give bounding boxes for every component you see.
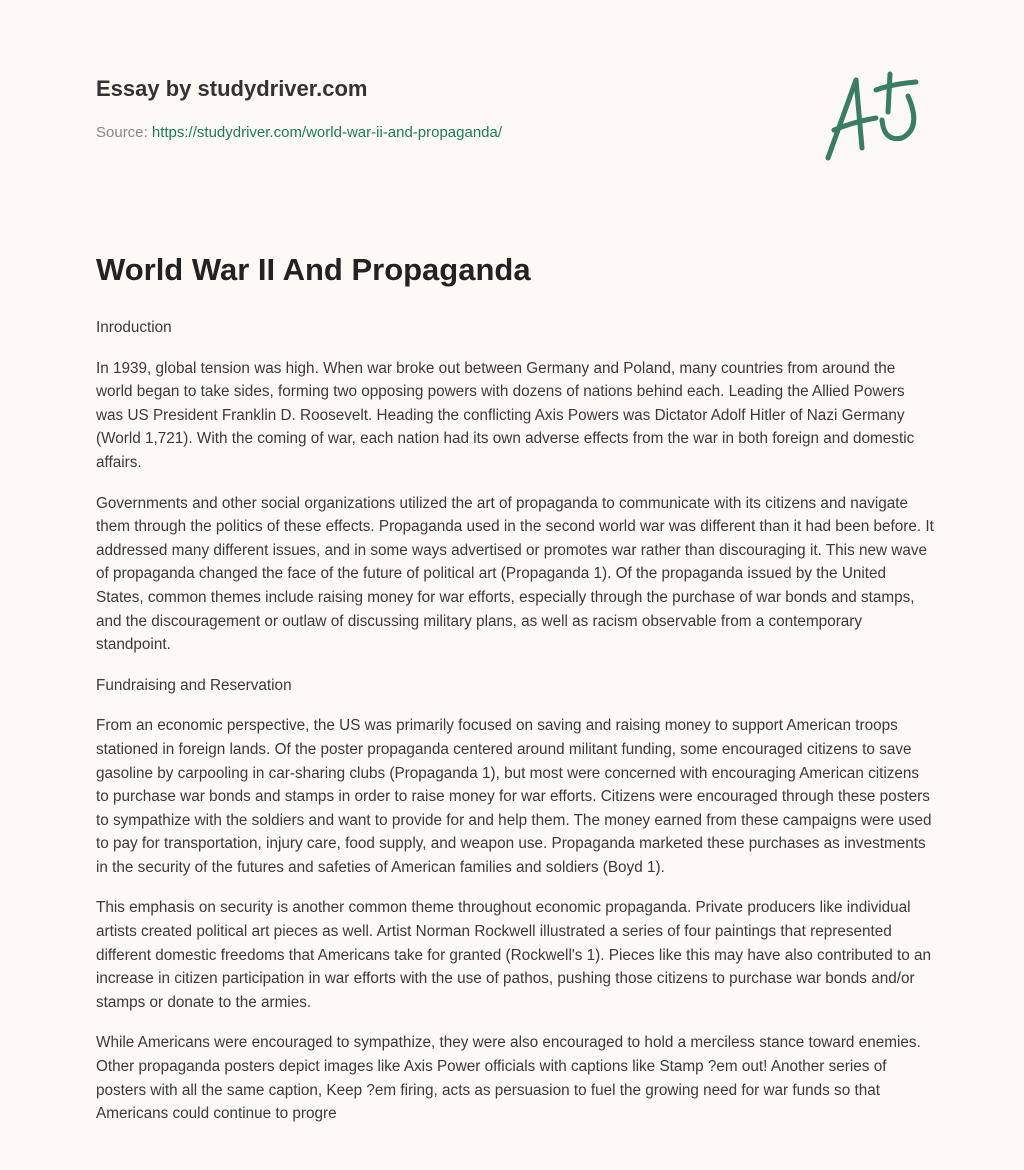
essay-body [96,316,934,1143]
paragraph: While Americans were encouraged to sympathize, they were also encouraged to hold a merciless stance toward enemies. Other propaganda posters depict images like Axis Power officials with captions like Stamp ?em out! Another series of posters with all the same caption, Keep ?em firing, acts as persuasion to fuel the growing need for war funds so that Americans could continue to progre [96,1034,921,1123]
paragraph: This emphasis on security is another common theme throughout economic propaganda. Private producers like individual artists created political art pieces as well. Artist Norman Rockwell illustrated a series of four paintings that represented different domestic freedoms that Americans take for granted (Rockwell's 1). Pieces like this may have also contributed to an increase in citizen participation in war efforts with the use of pathos, pushing those citizens to purchase war bonds and/or stamps or donate to the armies. [96,899,932,1011]
section-heading: Inroduction [96,319,172,336]
source-label: Source: [96,124,148,141]
a-plus-logo [818,68,928,168]
section-heading: Fundraising and Reservation [96,676,292,694]
paragraph: In 1939, global tension was high. When war broke out between Germany and Poland, many countries from around the world began to take sides, forming two opposing powers with dozens of nations behind each. Leading the Allied Powers was US President Franklin D. Roosevelt. Heading the conflicting Axis Powers was Dictator Adolf Hitler of Nazi Germany (World 1,721). With the coming of war, each nation had its own adverse effects from the war in both foreign and domestic affairs. [96,359,915,471]
source-link[interactable]: https://studydriver.com/world-war-ii-and-propaganda/ [151,124,503,141]
source-line [96,124,502,141]
site-title: Essay by studydriver.com [96,76,368,101]
essay-title: World War II And Propaganda [96,252,531,287]
paragraph: Governments and other social organizations utilized the art of propaganda to communicate with its citizens and navigate them through the politics of these effects. Propaganda used in the second world war was different than it had been before. It addressed many different issues, and in some ways advertised or promotes war rather than discouraging it. This new wave of propaganda changed the face of the future of political art (Propaganda 1). Of the propaganda issued by the United States, common themes include raising money for war efforts, especially through the purchase of war bonds and stamps, and the discouragement or outlaw of discussing military plans, as well as racism observable from a contemporary standpoint. [96,494,934,654]
paragraph: From an economic perspective, the US was primarily focused on saving and raising money to support American troops stationed in foreign lands. Of the poster propaganda centered around militant funding, some encouraged citizens to save gasoline by carpooling in car-sharing clubs (Propaganda 1), but most were concerned with encouraging American citizens to purchase war bonds and stamps in order to raise money for war efforts. Citizens were encouraged through these posters to sympathize with the soldiers and want to provide for and help them. The money earned from these campaigns were used to pay for transportation, injury care, food supply, and weapon use. Propaganda marketed these purchases as investments in the security of the futures and safeties of American families and soldiers (Boyd 1). [96,717,932,876]
